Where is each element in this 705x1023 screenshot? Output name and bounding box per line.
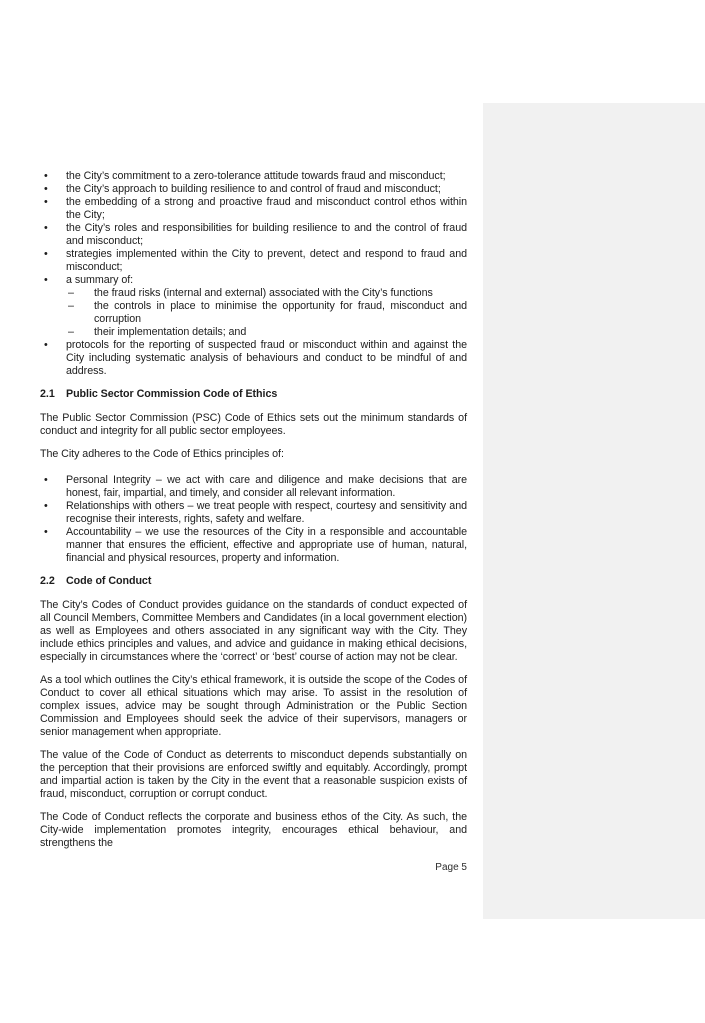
bullet-marker: • [44, 500, 48, 512]
list-item [40, 339, 467, 378]
list-item-text: the City’s commitment to a zero-tolerance attitude towards fraud and misconduct; [66, 170, 446, 182]
list-item-text: the City’s roles and responsibilities for building resilience to and the control of fraud and misconduct; [66, 222, 467, 247]
list-item [40, 196, 467, 222]
bullet-marker: • [44, 526, 48, 538]
list-item [40, 474, 467, 500]
list-item-text: protocols for the reporting of suspected fraud or misconduct within and against the City including systematic analysis of behaviours and conduct to be mindful of and address. [66, 339, 467, 377]
bullet-list-fraud-plan [40, 170, 467, 378]
section-title: Public Sector Commission Code of Ethics [66, 388, 278, 400]
bullet-marker: • [44, 222, 48, 234]
sub-list-item-text: their implementation details; and [94, 326, 247, 338]
sub-list-item [40, 326, 467, 339]
list-item-text: a summary of: [66, 274, 134, 286]
section-heading-2-2 [40, 575, 467, 588]
sub-list-item [40, 300, 467, 326]
paragraph: The Code of Conduct reflects the corporate and business ethos of the City. As such, the City-wide implementation promotes integrity, encourages ethical behaviour, and strengthens the [40, 811, 467, 849]
dash-marker: – [68, 326, 74, 338]
list-item-text: Accountability – we use the resources of the City in a responsible and accountable manner that ensures the efficient, effective and appropriate use of human, natural, financial and physical resources, property and information. [66, 526, 467, 564]
list-item-text: Relationships with others – we treat people with respect, courtesy and sensitivity and recognise their interests, rights, safety and welfare. [66, 500, 467, 525]
list-item [40, 526, 467, 565]
paragraph: The City’s Codes of Conduct provides guidance on the standards of conduct expected of all Council Members, Committee Members and Candidates (in a local government election) as well as Employees and others associated in any significant way with the City. They include ethics principles and values, and advice and guidance in making ethical decisions, especially in circumstances where the ‘correct’ or ‘best’ course of action may not be clear. [40, 599, 467, 663]
dash-marker: – [68, 287, 74, 299]
page-number: Page 5 [435, 862, 467, 873]
list-item [40, 248, 467, 274]
list-item-text: the embedding of a strong and proactive fraud and misconduct control ethos within the City; [66, 196, 467, 221]
section-number: 2.1 [40, 388, 55, 400]
bullet-marker: • [44, 170, 48, 182]
bullet-marker: • [44, 274, 48, 286]
paragraph: The City adheres to the Code of Ethics principles of: [40, 448, 284, 460]
list-item-text: strategies implemented within the City to prevent, detect and respond to fraud and misconduct; [66, 248, 467, 273]
dash-marker: – [68, 300, 74, 312]
bullet-marker: • [44, 339, 48, 351]
list-item-text: Personal Integrity – we act with care and diligence and make decisions that are honest, fair, impartial, and timely, and consider all relevant information. [66, 474, 467, 499]
bullet-marker: • [44, 248, 48, 260]
bullet-list-ethics-principles [40, 474, 467, 565]
section-number: 2.2 [40, 575, 55, 587]
list-item [40, 222, 467, 248]
sub-list-item-text: the fraud risks (internal and external) associated with the City’s functions [94, 287, 433, 299]
paragraph: The value of the Code of Conduct as deterrents to misconduct depends substantially on the perception that their provisions are enforced swiftly and equitably. Accordingly, prompt and impartial action is taken by the City in the event that a reasonable suspicion exists of fraud, misconduct, corruption or corrupt conduct. [40, 749, 467, 800]
right-side-panel [483, 103, 705, 919]
section-heading-2-1 [40, 388, 467, 401]
section-title: Code of Conduct [66, 575, 152, 587]
paragraph: As a tool which outlines the City’s ethical framework, it is outside the scope of the Codes of Conduct to cover all ethical situations which may arise. To assist in the resolution of complex issues, advice may be sought through Administration or the Public Section Commission and Employees should seek the advice of their supervisors, managers or senior management when appropriate. [40, 674, 467, 738]
paragraph: The Public Sector Commission (PSC) Code of Ethics sets out the minimum standards of conduct and integrity for all public sector employees. [40, 412, 467, 437]
bullet-marker: • [44, 196, 48, 208]
list-item [40, 183, 467, 196]
bullet-marker: • [44, 474, 48, 486]
sub-list-item-text: the controls in place to minimise the opportunity for fraud, misconduct and corruption [94, 300, 467, 325]
list-item [40, 500, 467, 526]
page-content [40, 170, 467, 850]
list-item [40, 170, 467, 183]
list-item-text: the City’s approach to building resilience to and control of fraud and misconduct; [66, 183, 441, 195]
sub-list-item [40, 287, 467, 300]
list-item [40, 274, 467, 287]
bullet-marker: • [44, 183, 48, 195]
